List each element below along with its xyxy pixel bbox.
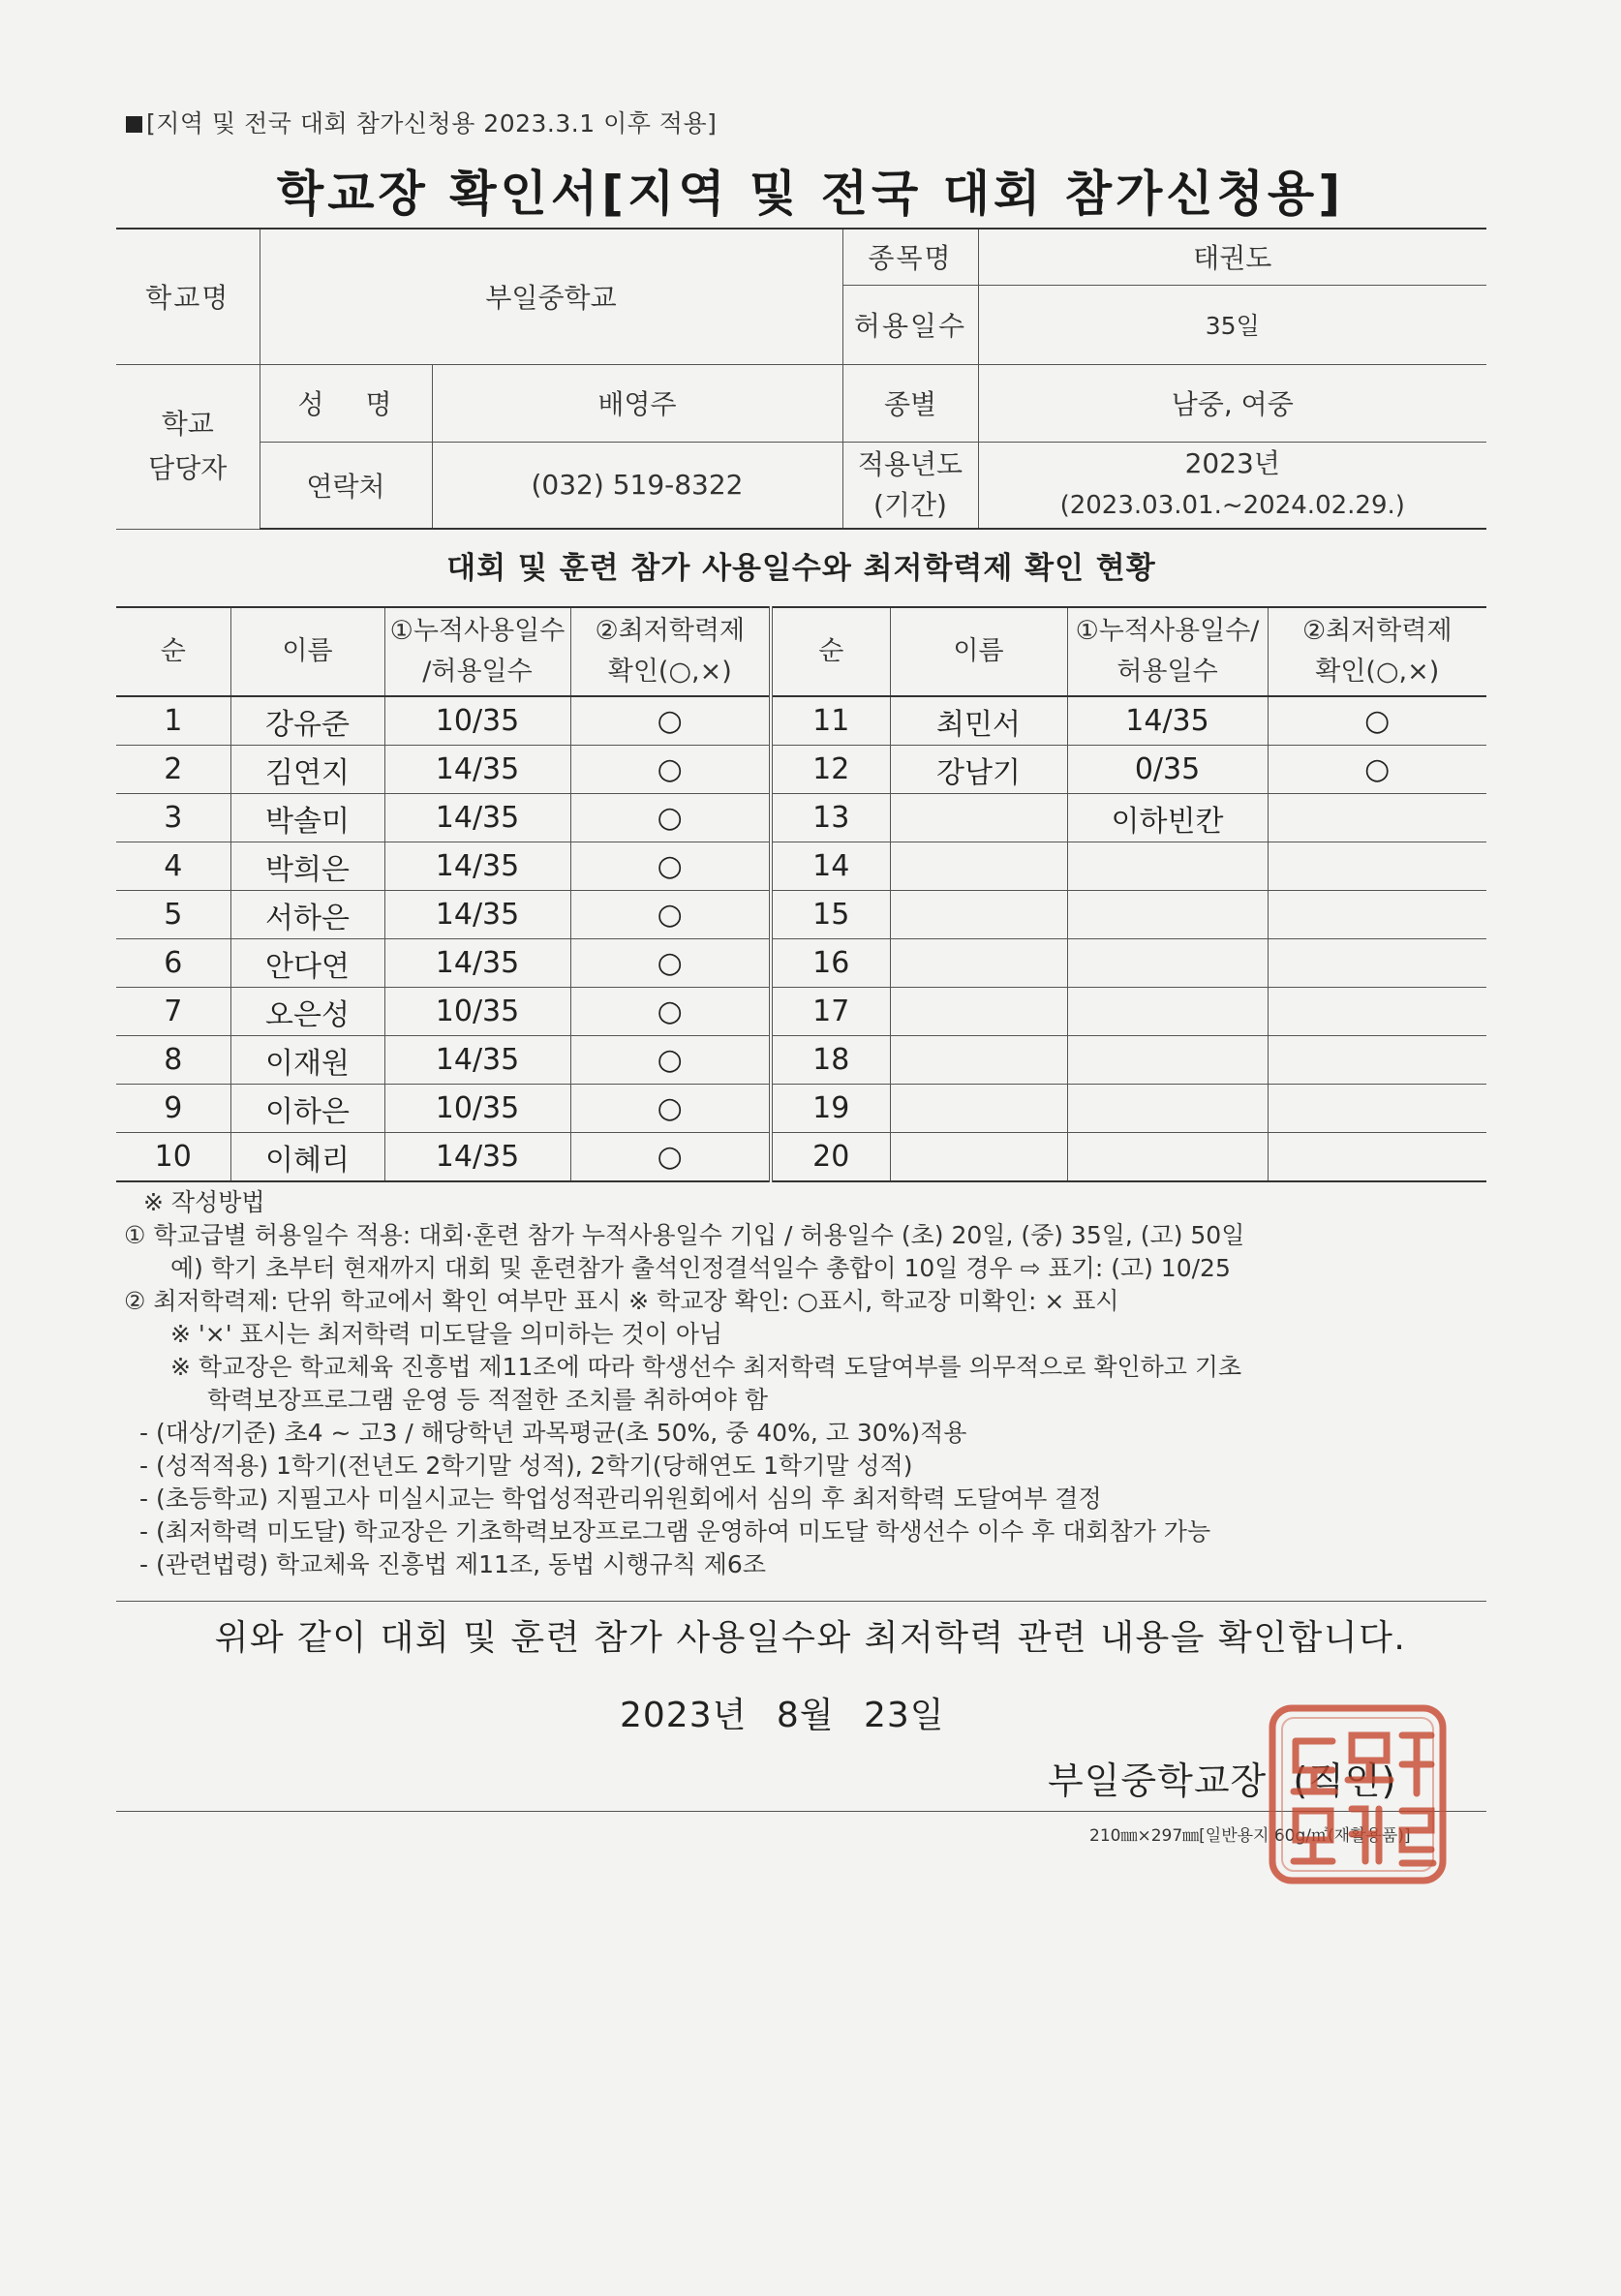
col-days-header-line2: /허용일수 [422, 657, 533, 687]
row-name-right: 최민서 [890, 696, 1067, 746]
row-no-right: 11 [771, 696, 890, 746]
table-row [116, 746, 1486, 794]
table-row [116, 1085, 1486, 1133]
row-no: 1 [116, 696, 230, 746]
year-value [978, 442, 1486, 529]
row-no-right: 16 [771, 939, 890, 988]
page-title: 학교장 확인서[지역 및 전국 대회 참가신청용] [276, 166, 1345, 222]
criteria-target: - (대상/기준) 초4 ~ 고3 / 해당학년 과목평균(초 50%, 중 40%, 고 30%)적용 [139, 1419, 967, 1447]
row-check-right [1268, 1036, 1486, 1085]
table-row [116, 696, 1486, 746]
year-period-text: (2023.03.01.~2024.02.29.) [1059, 491, 1405, 521]
row-check-right [1268, 891, 1486, 939]
instructions-block [124, 1186, 1245, 1581]
contact-label-line1: 학교 [161, 408, 214, 440]
row-days-right [1067, 891, 1268, 939]
row-days: 14/35 [384, 746, 570, 794]
row-days-right [1067, 939, 1268, 988]
row-days-right [1067, 1036, 1268, 1085]
official-seal-stamp [1267, 1702, 1449, 1886]
row-days: 10/35 [384, 1085, 570, 1133]
row-days: 14/35 [384, 1036, 570, 1085]
sport-value: 태권도 [978, 229, 1486, 285]
row-no-right: 12 [771, 746, 890, 794]
row-check-right [1268, 1085, 1486, 1133]
row-no: 2 [116, 746, 230, 794]
col-days-header [384, 607, 570, 696]
instruction-3: ※ '×' 표시는 최저학력 미도달을 의미하는 것이 아님 [170, 1320, 723, 1348]
col-check-header-line1: ②최저학력제 [595, 616, 746, 647]
year-value-text: 2023년 [1184, 447, 1280, 480]
col-days-header-right [1067, 607, 1268, 696]
col-no-header-right: 순 [771, 607, 890, 696]
form-applicability-text: [지역 및 전국 대회 참가신청용 2023.3.1 이후 적용] [146, 109, 718, 138]
contact-label [116, 364, 260, 529]
row-days-right: 14/35 [1067, 696, 1268, 746]
table-row [116, 891, 1486, 939]
row-days-right [1067, 1085, 1268, 1133]
row-name: 이하은 [230, 1085, 384, 1133]
row-name: 오은성 [230, 988, 384, 1036]
row-name: 이재원 [230, 1036, 384, 1085]
year-label [842, 442, 978, 529]
divider-line [116, 1601, 1486, 1602]
row-name-right [890, 988, 1067, 1036]
row-name-right [890, 891, 1067, 939]
allowed-days-label: 허용일수 [842, 285, 978, 364]
row-no: 4 [116, 842, 230, 891]
form-applicability-label [126, 105, 717, 139]
confirmation-statement: 위와 같이 대회 및 훈련 참가 사용일수와 최저학력 관련 내용을 확인합니다. [214, 1618, 1407, 1658]
roster-header-row [116, 607, 1486, 696]
row-check: ○ [570, 696, 771, 746]
allowed-days-value: 35일 [978, 285, 1486, 364]
instruction-4-continued: 학력보장프로그램 운영 등 적절한 조치를 취하여야 함 [207, 1386, 768, 1414]
criteria-elementary: - (초등학교) 지필고사 미실시교는 학업성적관리위원회에서 심의 후 최저학력 도달여부 결정 [139, 1485, 1102, 1513]
row-no: 9 [116, 1085, 230, 1133]
row-days: 10/35 [384, 696, 570, 746]
division-value: 남중, 여중 [978, 364, 1486, 442]
row-check: ○ [570, 988, 771, 1036]
person-name-label-text: 성 명 [297, 388, 394, 420]
row-no: 6 [116, 939, 230, 988]
instructions-heading: ※ 작성방법 [143, 1188, 265, 1216]
row-days-right: 이하빈칸 [1067, 794, 1268, 842]
row-days: 14/35 [384, 1133, 570, 1182]
row-days: 14/35 [384, 794, 570, 842]
row-check: ○ [570, 1036, 771, 1085]
row-no-right: 20 [771, 1133, 890, 1182]
row-name: 강유준 [230, 696, 384, 746]
row-check-right [1268, 939, 1486, 988]
row-name: 박희은 [230, 842, 384, 891]
year-label-line1: 적용년도 [857, 447, 963, 480]
person-name-label [260, 364, 432, 442]
col-check-header [570, 607, 771, 696]
col-check-header-line2: 확인(○,×) [607, 657, 732, 687]
criteria-below-minimum: - (최저학력 미도달) 학교장은 기초학력보장프로그램 운영하여 미도달 학생선수 이수 후 대회참가 가능 [139, 1517, 1211, 1546]
row-check: ○ [570, 794, 771, 842]
phone-label: 연락처 [260, 442, 432, 529]
row-days-right [1067, 1133, 1268, 1182]
school-name-label: 학교명 [116, 229, 260, 364]
row-days-right [1067, 842, 1268, 891]
col-days-header-right-line1: ①누적사용일수/ [1075, 616, 1260, 647]
row-days: 14/35 [384, 891, 570, 939]
instruction-1: ① 학교급별 허용일수 적용: 대회·훈련 참가 누적사용일수 기입 / 허용일수 (초) 20일, (중) 35일, (고) 50일 [124, 1221, 1245, 1249]
row-no: 8 [116, 1036, 230, 1085]
row-name: 안다연 [230, 939, 384, 988]
roster-table [116, 606, 1486, 1182]
col-check-header-right-line1: ②최저학력제 [1301, 616, 1453, 647]
row-name-right: 강남기 [890, 746, 1067, 794]
row-no-right: 15 [771, 891, 890, 939]
instruction-4: ※ 학교장은 학교체육 진흥법 제11조에 따라 학생선수 최저학력 도달여부를 의무적으로 확인하고 기초 [170, 1353, 1242, 1381]
row-check-right [1268, 988, 1486, 1036]
row-name-right [890, 1036, 1067, 1085]
row-no-right: 14 [771, 842, 890, 891]
table-row [116, 1036, 1486, 1085]
row-name-right [890, 939, 1067, 988]
phone-value: (032) 519-8322 [432, 442, 842, 529]
black-square-icon [126, 116, 142, 133]
row-name-right [890, 1133, 1067, 1182]
row-check-right [1268, 842, 1486, 891]
row-no: 3 [116, 794, 230, 842]
row-no: 10 [116, 1133, 230, 1182]
issue-date: 2023년 8월 23일 [620, 1696, 945, 1735]
contact-label-line2: 담당자 [148, 452, 228, 484]
row-check: ○ [570, 1133, 771, 1182]
school-name-value: 부일중학교 [260, 229, 842, 364]
col-name-header: 이름 [230, 607, 384, 696]
row-no-right: 13 [771, 794, 890, 842]
col-days-header-right-line2: 허용일수 [1116, 657, 1218, 687]
row-check: ○ [570, 939, 771, 988]
sport-label: 종목명 [842, 229, 978, 285]
table-row [116, 842, 1486, 891]
row-check-right: ○ [1268, 746, 1486, 794]
paper-spec: 210㎜×297㎜[일반용지 60g/㎡(재활용품)] [1089, 1826, 1411, 1846]
row-name-right [890, 1085, 1067, 1133]
row-days-right [1067, 988, 1268, 1036]
roster-section-title: 대회 및 훈련 참가 사용일수와 최저학력제 확인 현황 [446, 551, 1156, 586]
col-check-header-right-line2: 확인(○,×) [1315, 657, 1440, 687]
row-name-right [890, 842, 1067, 891]
row-name: 박솔미 [230, 794, 384, 842]
division-label: 종별 [842, 364, 978, 442]
table-row [116, 794, 1486, 842]
row-no-right: 18 [771, 1036, 890, 1085]
row-days-right: 0/35 [1067, 746, 1268, 794]
row-days: 14/35 [384, 939, 570, 988]
row-check: ○ [570, 1085, 771, 1133]
row-no-right: 17 [771, 988, 890, 1036]
row-check: ○ [570, 746, 771, 794]
row-no-right: 19 [771, 1085, 890, 1133]
row-name: 김연지 [230, 746, 384, 794]
criteria-grades: - (성적적용) 1학기(전년도 2학기말 성적), 2학기(당해연도 1학기말 성적) [139, 1452, 913, 1480]
row-check: ○ [570, 891, 771, 939]
col-check-header-right [1268, 607, 1486, 696]
year-label-line2: (기간) [873, 488, 947, 521]
row-days: 10/35 [384, 988, 570, 1036]
row-check-right [1268, 794, 1486, 842]
principal-signature: 부일중학교장 (직인) [1048, 1760, 1397, 1802]
table-row [116, 1133, 1486, 1182]
row-name-right [890, 794, 1067, 842]
col-name-header-right: 이름 [890, 607, 1067, 696]
col-no-header: 순 [116, 607, 230, 696]
table-row [116, 939, 1486, 988]
col-days-header-line1: ①누적사용일수 [389, 616, 566, 647]
row-days: 14/35 [384, 842, 570, 891]
row-name: 이혜리 [230, 1133, 384, 1182]
table-row [116, 988, 1486, 1036]
person-name-value: 배영주 [432, 364, 842, 442]
row-check-right: ○ [1268, 696, 1486, 746]
row-no: 5 [116, 891, 230, 939]
school-info-table [116, 228, 1486, 530]
row-no: 7 [116, 988, 230, 1036]
row-check: ○ [570, 842, 771, 891]
instruction-2: ② 최저학력제: 단위 학교에서 확인 여부만 표시 ※ 학교장 확인: ○표시, 학교장 미확인: × 표시 [124, 1287, 1119, 1315]
instruction-1-example: 예) 학기 초부터 현재까지 대회 및 훈련참가 출석인정결석일수 총합이 10일 경우 ⇨ 표기: (고) 10/25 [170, 1254, 1231, 1282]
row-check-right [1268, 1133, 1486, 1182]
row-name: 서하은 [230, 891, 384, 939]
criteria-laws: - (관련법령) 학교체육 진흥법 제11조, 동법 시행규칙 제6조 [139, 1550, 766, 1578]
